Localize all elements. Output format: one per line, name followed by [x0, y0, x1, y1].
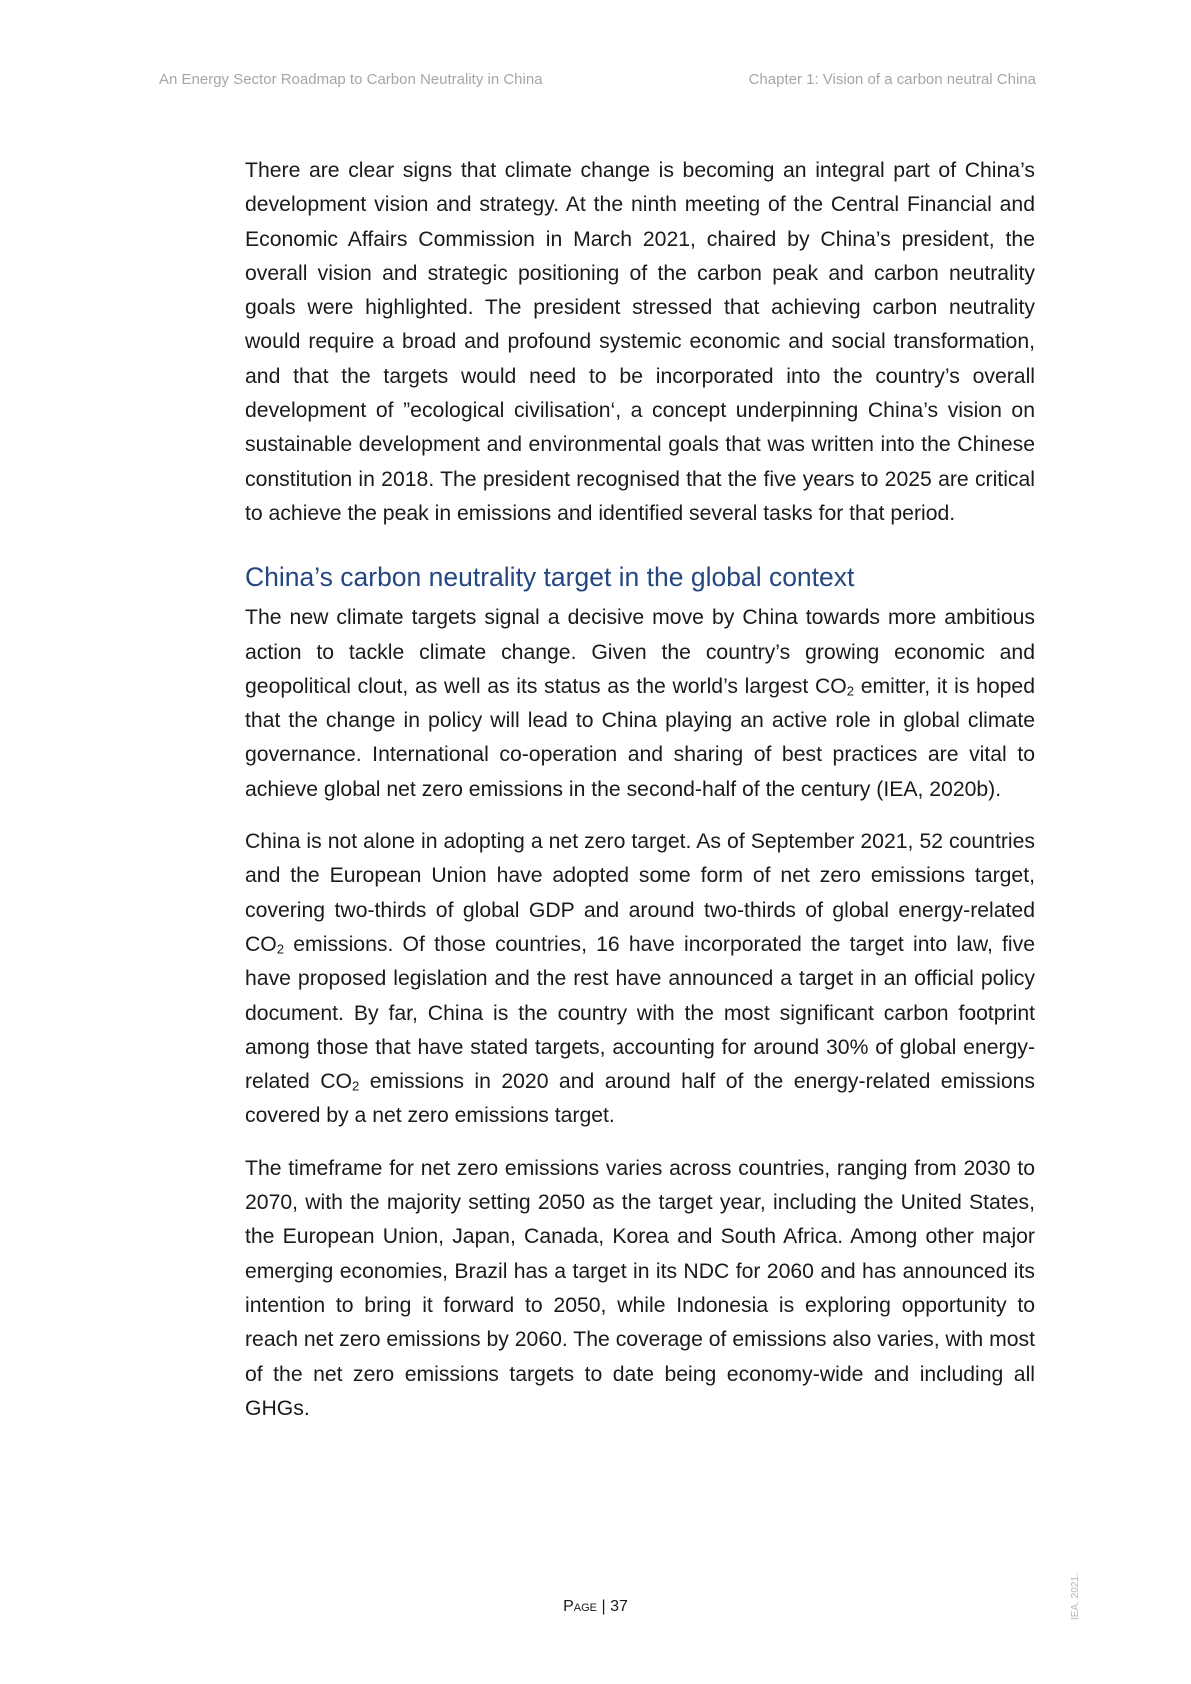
copyright-note: IEA. 2021.	[1070, 1573, 1081, 1620]
page-number: 37	[610, 1598, 628, 1615]
body-paragraph-1: There are clear signs that climate change is becoming an integral part of China’s development vision and strategy. At the ninth meeting of the Central Financial and Economic Affairs Commission in March 2021, chaired by China’s president, the overall vision and strategic positioning of the carbon peak and carbon neutrality goals were highlighted. The president stressed that achieving carbon neutrality would require a broad and profound systemic economic and social transformation, and that the targets would need to be incorporated into the country’s overall development of ”ecological civilisation‘, a concept underpinning China’s vision on sustainable development and environmental goals that was written into the Chinese constitution in 2018. The president recognised that the five years to 2025 are critical to achieve the peak in emissions and identified several tasks for that period.	[245, 159, 1035, 525]
running-header-title: An Energy Sector Roadmap to Carbon Neutrality in China	[159, 71, 543, 88]
subscript: 2	[276, 941, 285, 957]
paragraph-text: China is not alone in adopting a net zero target. As of September 2021, 52 countries and the European Union have adopted some form of net zero emissions target, covering two-thirds of global GDP and around two-thirds of global energy-related CO	[245, 830, 1035, 956]
page-label: Page	[563, 1598, 598, 1615]
page-footer	[0, 1598, 1191, 1616]
running-header-chapter: Chapter 1: Vision of a carbon neutral China	[748, 71, 1036, 88]
subscript: 2	[846, 683, 855, 699]
page-separator: |	[601, 1598, 606, 1615]
body-paragraph-4: The timeframe for net zero emissions varies across countries, ranging from 2030 to 2070, with the majority setting 2050 as the target year, including the United States, the European Union, Japan, Canada, Korea and South Africa. Among other major emerging economies, Brazil has a target in its NDC for 2060 and has announced its intention to bring it forward to 2050, while Indonesia is exploring opportunity to reach net zero emissions by 2060. The coverage of emissions also varies, with most of the net zero emissions targets to date being economy-wide and including all GHGs.	[245, 1156, 1035, 1420]
page-body	[245, 154, 1035, 1426]
paragraph-text: emitter, it is hoped that the change in policy will lead to China playing an active role in global climate governance. International co-operation and sharing of best practices are vital to achieve global net zero emissions in the second-half of the century (IEA, 2020b).	[245, 674, 1035, 801]
body-paragraph-3	[245, 825, 1035, 1134]
section-heading: China’s carbon neutrality target in the global context	[245, 562, 855, 593]
paragraph-text: emissions. Of those countries, 16 have incorporated the target into law, five have proposed legislation and the rest have announced a target in an official policy document. By far, China is the country with the most significant carbon footprint among those that have stated targets, accounting for around 30% of global energy-related CO	[245, 932, 1035, 1094]
body-paragraph-2	[245, 601, 1035, 807]
paragraph-text: emissions in 2020 and around half of the energy-related emissions covered by a net zero emissions target.	[245, 1070, 1035, 1128]
subscript: 2	[352, 1078, 360, 1094]
paragraph-text: The new climate targets signal a decisive move by China towards more ambitious action to tackle climate change. Given the country’s growing economic and geopolitical clout, as well as its status as the world’s largest CO	[245, 606, 1035, 698]
